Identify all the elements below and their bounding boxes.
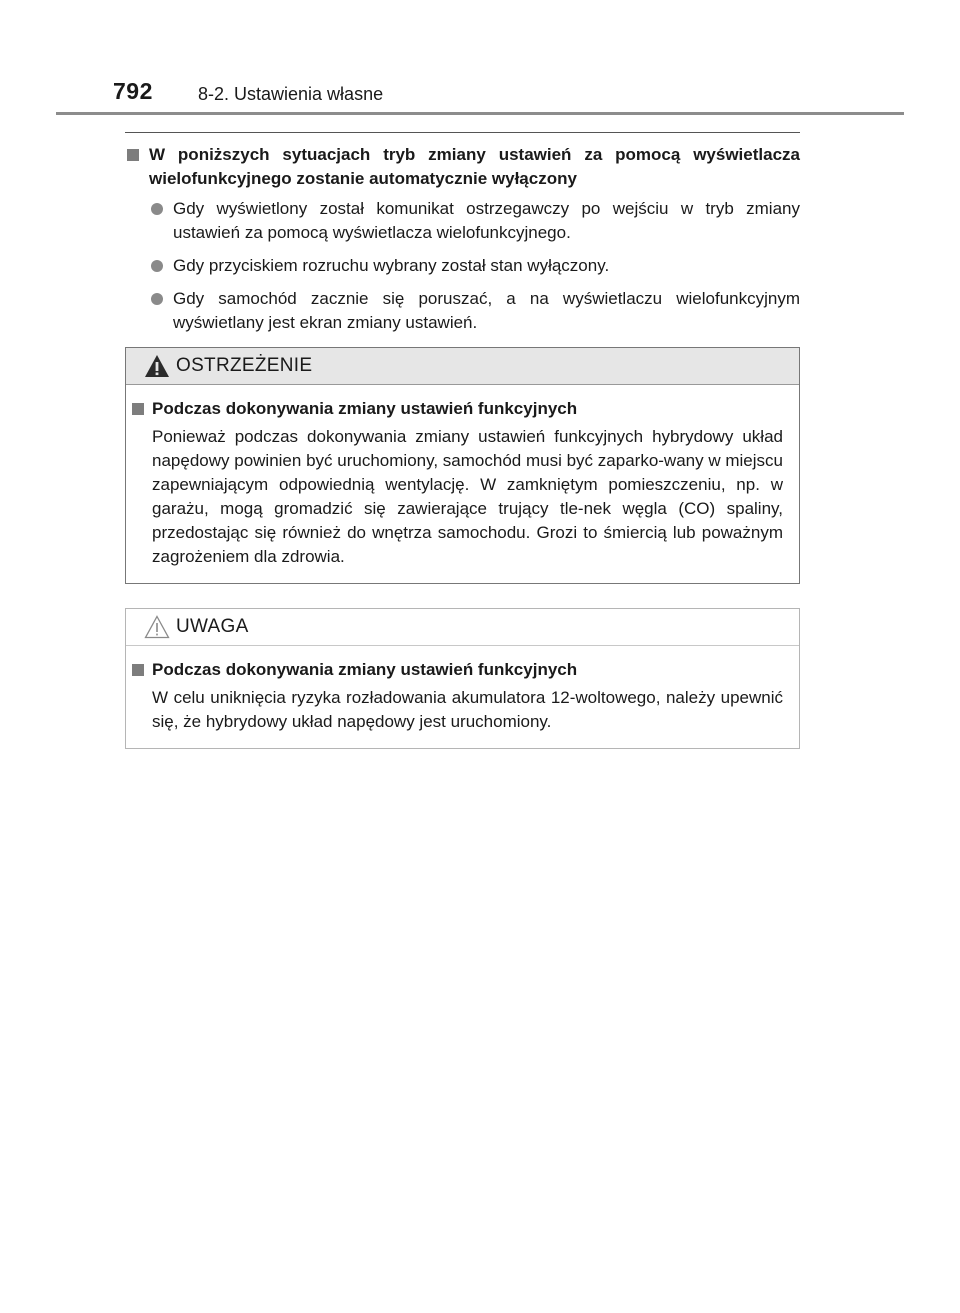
caution-box-subheading-text: Podczas dokonywania zmiany ustawień funkcyjnych xyxy=(152,660,578,679)
caution-box-body xyxy=(126,646,799,748)
page-header xyxy=(0,0,960,120)
warning-box-subheading-text: Podczas dokonywania zmiany ustawień funkcyjnych xyxy=(152,399,578,418)
bullet-list xyxy=(125,197,800,335)
caution-box-title: UWAGA xyxy=(176,616,249,637)
warning-box xyxy=(125,347,800,584)
warning-box-subheading xyxy=(130,397,783,421)
list-item-text: Gdy przyciskiem rozruchu wybrany został stan wyłączony. xyxy=(173,256,610,275)
warning-box-text: Ponieważ podczas dokonywania zmiany ustawień funkcyjnych hybrydowy układ napędowy powinien być uruchomiony, samochód musi być zaparko-wany w miejscu zapewniającym odpowiednią wentylację. W zamkniętym pomieszczeniu, np. w garażu, mogą gromadzić się zawierające trujący tle-nek węgla (CO) spaliny, przedostając się również do wnętrza samochodu. Grozi to śmiercią lub poważnym zagrożeniem dla zdrowia. xyxy=(152,427,783,566)
section-heading xyxy=(125,143,800,191)
square-bullet-icon xyxy=(127,149,139,161)
warning-box-header xyxy=(126,348,799,385)
circle-bullet-icon xyxy=(151,203,163,215)
list-item-text: Gdy wyświetlony został komunikat ostrzegawczy po wejściu w tryb zmiany ustawień za pomocą wyświetlacza wielofunkcyjnego. xyxy=(173,199,800,242)
warning-box-title: OSTRZEŻENIE xyxy=(176,355,313,376)
page-content xyxy=(125,130,800,749)
circle-bullet-icon xyxy=(151,293,163,305)
warning-triangle-filled-icon xyxy=(144,354,170,378)
square-bullet-icon xyxy=(132,664,144,676)
page-number: 792 xyxy=(113,78,153,104)
caution-box xyxy=(125,608,800,749)
list-item xyxy=(125,197,800,245)
chapter-title: 8-2. Ustawienia własne xyxy=(198,84,384,104)
warning-triangle-outline-icon xyxy=(144,615,170,639)
caution-box-subheading xyxy=(130,658,783,682)
section-heading-text: W poniższych sytuacjach tryb zmiany ustawień za pomocą wyświetlacza wielofunkcyjnego zostanie automatycznie wyłączony xyxy=(149,145,800,188)
list-item-text: Gdy samochód zacznie się poruszać, a na wyświetlaczu wielofunkcyjnym wyświetlany jest ekran zmiany ustawień. xyxy=(173,289,800,332)
list-item xyxy=(125,287,800,335)
square-bullet-icon xyxy=(132,403,144,415)
caution-box-header xyxy=(126,609,799,646)
caution-box-text: W celu uniknięcia ryzyka rozładowania akumulatora 12-woltowego, należy upewnić się, że hybrydowy układ napędowy jest uruchomiony. xyxy=(152,688,783,731)
list-item xyxy=(125,254,800,278)
section-divider xyxy=(125,132,800,133)
warning-box-body xyxy=(126,385,799,583)
circle-bullet-icon xyxy=(151,260,163,272)
header-divider xyxy=(56,112,904,115)
